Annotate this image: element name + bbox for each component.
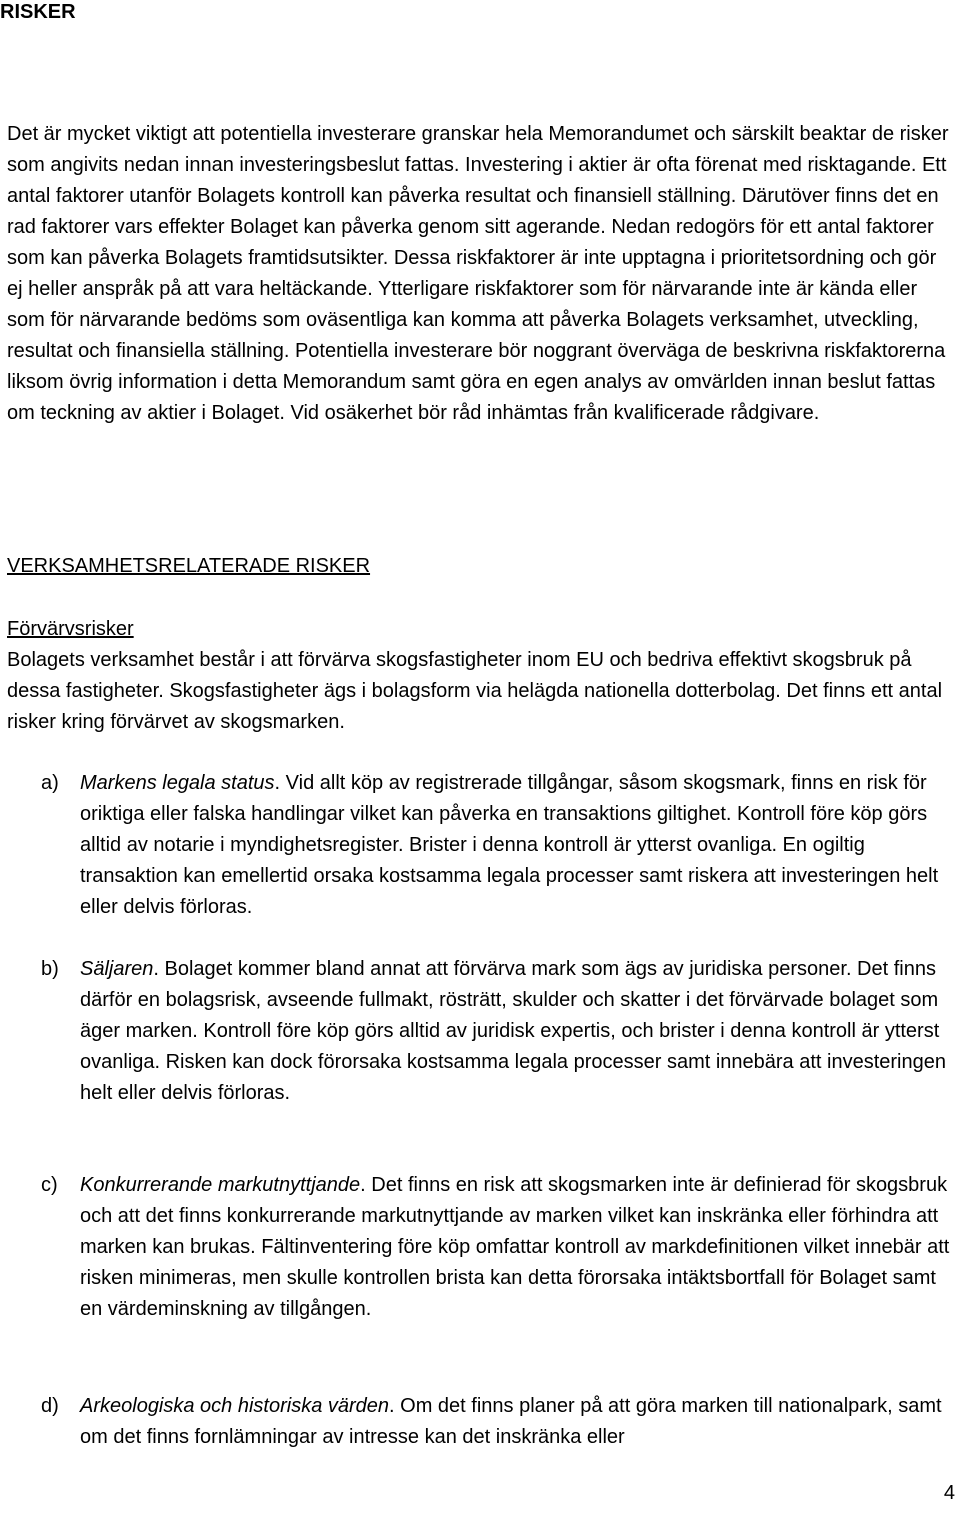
risk-text: [80, 768, 950, 923]
risk-marker: a): [41, 772, 59, 794]
risk-description: . Bolaget kommer bland annat att förvärva mark som ägs av juridiska personer. Det finns därför en bolagsrisk, avseende fullmakt, rösträtt, skulder och skatter i det förvärvade bolaget som äger marken. Kontroll före köp görs alltid av juridisk expertis, och brister i denna kontroll är ytterst ovanliga. Risken kan dock förorsaka kostsamma legala processer samt innebära att investeringen helt eller delvis förloras.: [80, 958, 946, 1104]
intro-paragraph: Det är mycket viktigt att potentiella investerare granskar hela Memorandumet och särskilt beaktar de risker som angivits nedan innan investeringsbeslut fattas. Investering i aktier är ofta förenat med risktagande. Ett antal faktorer utanför Bolagets kontroll kan påverka resultat och finansiell ställning. Därutöver finns det en rad faktorer vars effekter Bolaget kan påverka genom sitt agerande. Nedan redogörs för ett antal faktorer som kan påverka Bolagets framtidsutsikter. Dessa riskfaktorer är inte upptagna i prioritetsordning och gör ej heller anspråk på att vara heltäckande. Ytterligare riskfaktorer som för närvarande inte är kända eller som för närvarande bedöms som oväsentliga kan komma att påverka Bolagets verksamhet, utveckling, resultat och finansiella ställning. Potentiella investerare bör noggrant överväga de beskrivna riskfaktorerna liksom övrig information i detta Memorandum samt göra en egen analys av omvärlden innan beslut fattas om teckning av aktier i Bolaget. Vid osäkerhet bör råd inhämtas från kvalificerade rådgivare.: [7, 123, 949, 424]
document-title: RISKER: [0, 1, 76, 23]
risk-item-a: [7, 768, 955, 923]
risk-description: . Om det finns planer på att göra marken till nationalpark, samt om det finns fornlämningar av intresse kan det inskränka eller: [80, 1395, 942, 1448]
risk-text: [80, 1391, 950, 1453]
subsection-heading: Förvärvsrisker: [7, 618, 134, 640]
section-heading: VERKSAMHETSRELATERADE RISKER: [7, 555, 371, 577]
risk-item-c: [7, 1170, 955, 1325]
risk-marker: b): [41, 958, 59, 980]
subsection-body: Bolagets verksamhet består i att förvärva skogsfastigheter inom EU och bedriva effektivt skogsbruk på dessa fastigheter. Skogsfastigheter ägs i bolagsform via helägda nationella dotterbolag. Det finns ett antal risker kring förvärvet av skogsmarken.: [7, 649, 943, 733]
risk-term: Markens legala status: [80, 772, 275, 794]
risk-item-d: [7, 1391, 955, 1453]
risk-description: . Vid allt köp av registrerade tillgångar, såsom skogsmark, finns en risk för oriktiga eller falska handlingar vilket kan påverka en transaktions giltighet. Kontroll före köp görs alltid av notarie i myndighetsregister. Brister i denna kontroll är ytterst ovanliga. En ogiltig transaktion kan emellertid orsaka kostsamma legala processer samt riskera att investeringen helt eller delvis förloras.: [80, 772, 939, 918]
risk-marker: c): [41, 1174, 58, 1196]
risk-item-b: [7, 954, 955, 1109]
risk-marker: d): [41, 1395, 59, 1417]
risk-text: [80, 954, 950, 1109]
risk-text: [80, 1170, 950, 1325]
risk-term: Arkeologiska och historiska värden: [80, 1395, 390, 1417]
page-number: 4: [943, 1482, 955, 1504]
risk-term: Säljaren: [80, 958, 154, 980]
risk-description: . Det finns en risk att skogsmarken inte är definierad för skogsbruk och att det finns konkurrerande markutnyttjande av marken vilket kan inskränka eller förhindra att marken kan brukas. Fältinventering före köp omfattar kontroll av markdefinitionen vilket innebär att risken minimeras, men skulle kontrollen brista kan detta förorsaka intäktsbortfall för Bolaget samt en värdeminskning av tillgången.: [80, 1174, 950, 1320]
risk-term: Konkurrerande markutnyttjande: [80, 1174, 361, 1196]
